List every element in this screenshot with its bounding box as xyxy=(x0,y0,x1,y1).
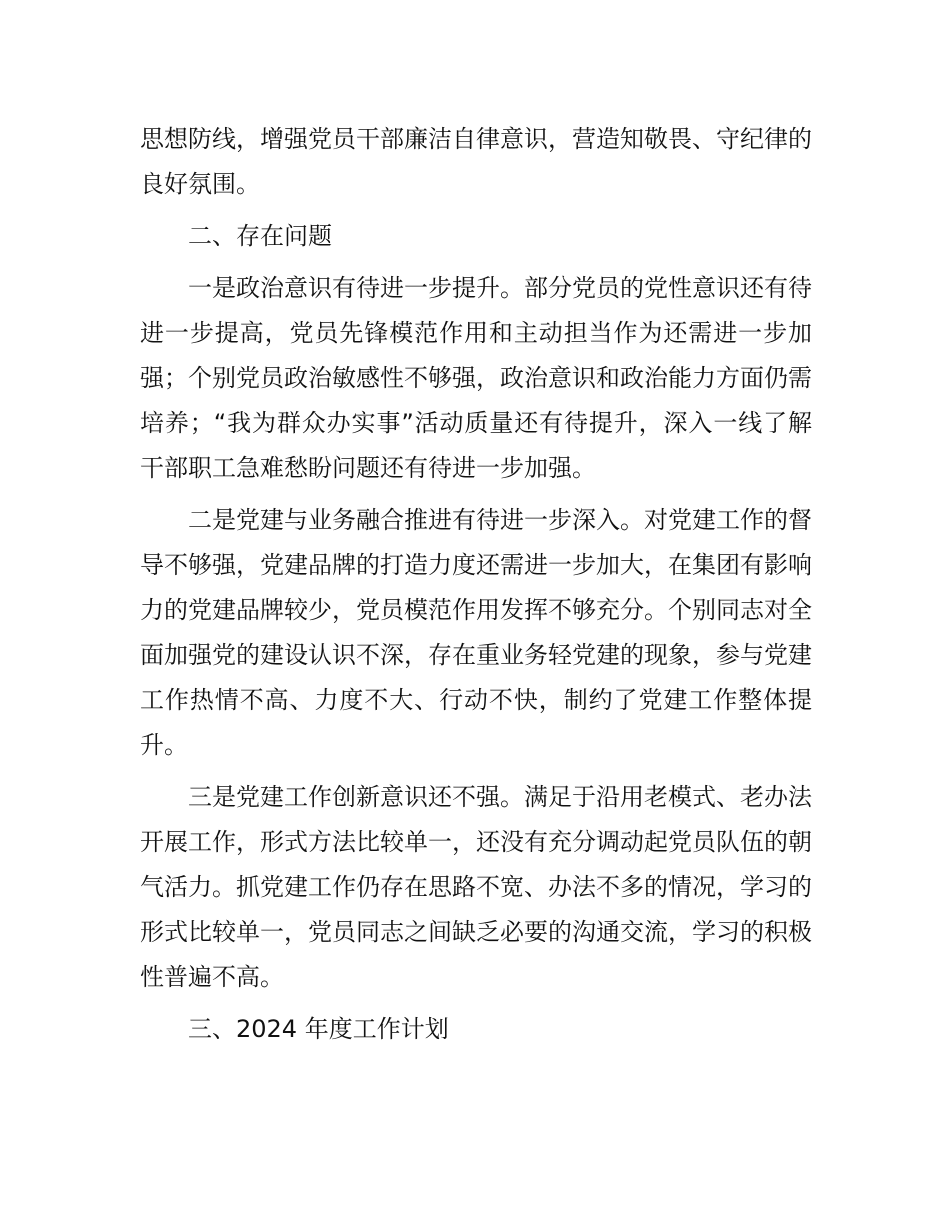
paragraph-continuation: 思想防线，增强党员干部廉洁自律意识，营造知敬畏、守纪律的良好氛围。 xyxy=(140,125,812,198)
document-body xyxy=(140,117,812,1059)
paragraph-problem-integration: 二是党建与业务融合推进有待进一步深入。对党建工作的督导不够强，党建品牌的打造力度还需进一步加大，在集团有影响力的党建品牌较少，党员模范作用发挥不够充分。个别同志对全面加强党的建设认识不深，存在重业务轻党建的现象，参与党建工作热情不高、力度不大、行动不快，制约了党建工作整体提升。 xyxy=(140,506,812,759)
section-heading-work-plan: 三、2024 年度工作计划 xyxy=(188,1015,449,1043)
paragraph-problem-political-awareness: 一是政治意识有待进一步提升。部分党员的党性意识还有待进一步提高，党员先锋模范作用和主动担当作为还需进一步加强；个别党员政治敏感性不够强，政治意识和政治能力方面仍需培养；“我为群众办实事”活动质量还有待提升，深入一线了解干部职工急难愁盼问题还有待进一步加强。 xyxy=(140,274,812,482)
section-heading-problems: 二、存在问题 xyxy=(188,222,332,250)
paragraph-problem-innovation: 三是党建工作创新意识还不强。满足于沿用老模式、老办法开展工作，形式方法比较单一，还没有充分调动起党员队伍的朝气活力。抓党建工作仍存在思路不宽、办法不多的情况，学习的形式比较单一，党员同志之间缺乏必要的沟通交流，学习的积极性普遍不高。 xyxy=(140,783,812,991)
